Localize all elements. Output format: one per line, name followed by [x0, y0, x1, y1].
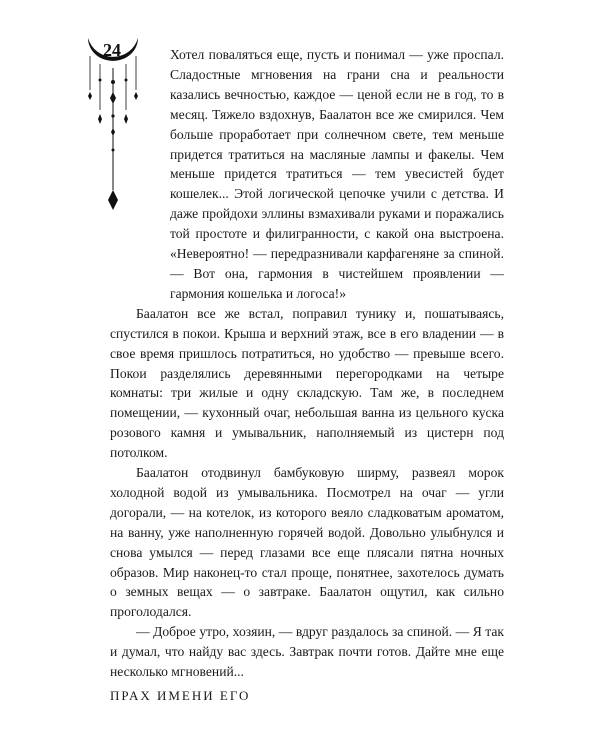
paragraph-1: Хотел поваляться еще, пусть и понимал — уже проспал. Сладостные мгновения на грани сна и реальности казались вечностью, каждое — ценой если не в год, то в месяц. Тяжело вздохнув, Баалатон все же смирился. Чем больше проработает при солнечном свете, тем меньше придется тратиться на масляные лампы и факелы. Чем меньше придется тратиться — тем увесистей будет кошелек... Этой логической цепочке учили с детства. И даже пройдохи эллины взмахивали руками и поражались той простоте и филигранности, с какой она выстроена. «Невероятно! — передразнивали карфагеняне за спиной. — Вот она, гармония в чистейшем проявлении — гармония кошелька и логоса!»	[170, 47, 504, 301]
running-footer-book-title: ПРАХ ИМЕНИ ЕГО	[110, 688, 251, 703]
paragraph-3: Баалатон отодвинул бамбуковую ширму, развеял морок холодной водой из умывальника. Посмотрел на очаг — угли догорали, — на котелок, из которого веяло сладковатым ароматом, на ванну, уже наполненную горячей водой. Довольно улыбнулся и снова умылся — перед глазами все еще плясали пятна ночных образов. Мир наконец-то стал проще, понятнее, захотелось думать о земных вещах — о завтраке. Баалатон ощутил, как сильно проголодался.	[110, 465, 504, 620]
page-number: 24	[103, 40, 121, 60]
paragraph-4: — Доброе утро, хозяин, — вдруг раздалось за спиной. — Я так и думал, что найду вас здесь. Завтрак почти готов. Дайте мне еще несколько мгновений...	[110, 624, 504, 680]
body-text	[110, 45, 504, 682]
paragraph-2: Баалатон все же встал, поправил тунику и, пошатываясь, спустился в покои. Крыша и верхний этаж, все в его владении — в свое время пришлось потратиться, но удобство — превыше всего. Покои разделялись деревянными перегородками на четыре комнаты: три жилые и одну складскую. Там же, в последнем помещении, — кухонный очаг, небольшая ванна из цельного куска розового камня и умывальник, наполняемый из цистерн под потолком.	[110, 305, 504, 461]
